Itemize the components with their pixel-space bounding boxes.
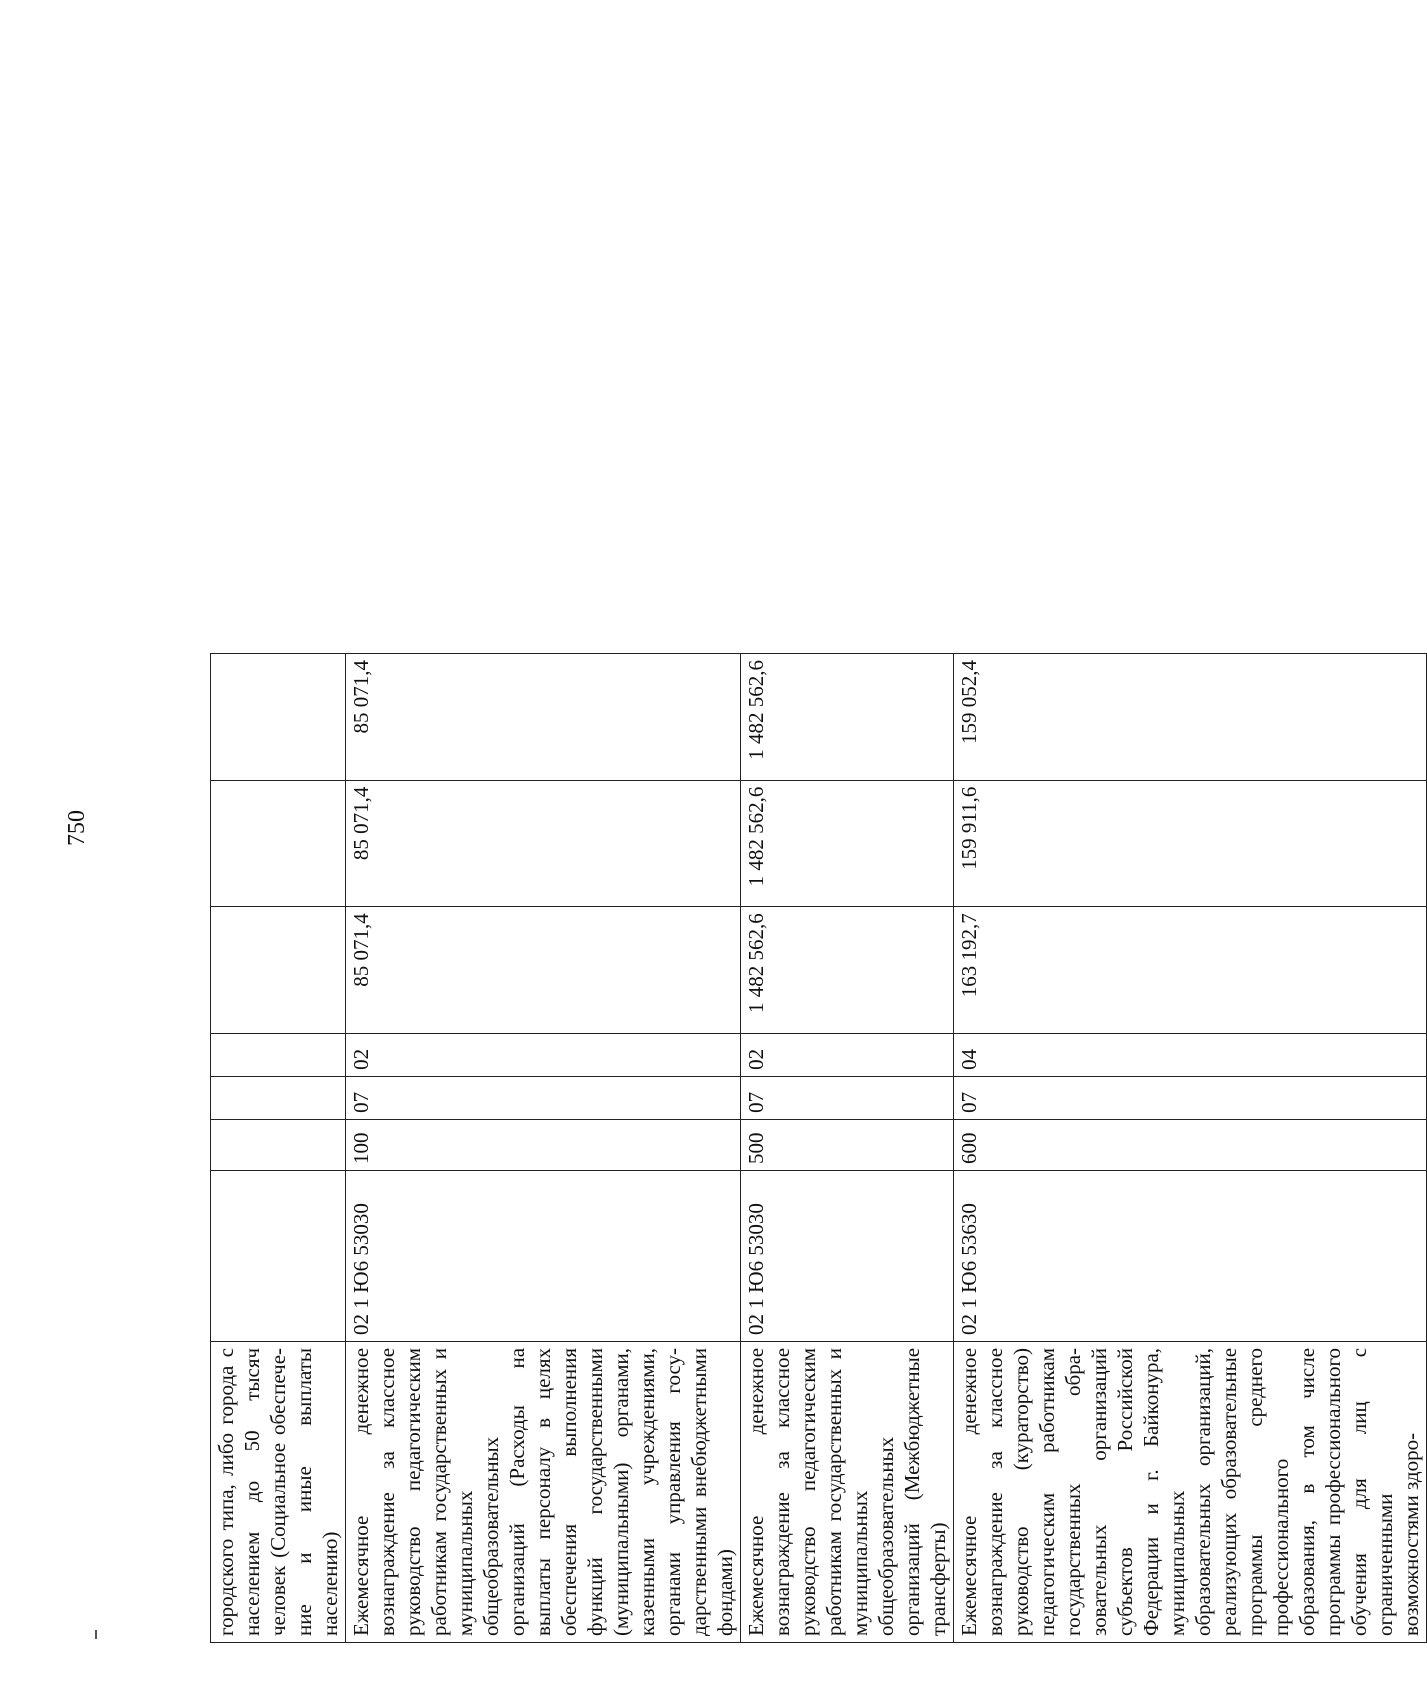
table-row [954, 654, 1427, 1643]
amount-year-1: 1 482 562,6 [741, 907, 954, 1034]
expense-type-code: 500 [741, 1119, 954, 1170]
target-article-code: 02 1 Ю6 53030 [346, 1171, 741, 1342]
amount-year-1: 163 192,7 [954, 907, 1427, 1034]
subsection-code [211, 1033, 346, 1076]
subsection-code: 02 [346, 1033, 741, 1076]
amount-year-2: 1 482 562,6 [741, 780, 954, 907]
section-code: 07 [346, 1076, 741, 1119]
page-number: 750 [64, 810, 90, 846]
target-article-code: 02 1 Ю6 53630 [954, 1171, 1427, 1342]
expense-type-code [211, 1119, 346, 1170]
expense-type-code: 100 [346, 1119, 741, 1170]
amount-year-1 [211, 907, 346, 1034]
amount-year-3 [211, 654, 346, 781]
section-code: 07 [954, 1076, 1427, 1119]
expense-name: Ежемесячное денежное вознаграждение за классное руководство педагогическим работникам государственных и муниципальных общеобразовательных организаций (Расходы на выплаты персоналу в целях обеспечения выполнения функций государственными (муниципальными) органами, казенными учреждениями, органами управления государственными внебюджетными фондами) [346, 1341, 741, 1642]
amount-year-3: 85 071,4 [346, 654, 741, 781]
expense-name: городского типа, либо города с населением до 50 тысяч человек (Социальное обеспечение и иные выплаты населению) [211, 1341, 346, 1642]
section-code: 07 [741, 1076, 954, 1119]
expense-name: Ежемесячное денежное вознаграждение за классное руководство педагогическим работникам государственных и муниципальных общеобразовательных организаций (Межбюджетные трансферты) [741, 1341, 954, 1642]
amount-year-3: 1 482 562,6 [741, 654, 954, 781]
target-article-code [211, 1171, 346, 1342]
table-row [346, 654, 741, 1643]
expense-type-code: 600 [954, 1119, 1427, 1170]
table-row [211, 654, 346, 1643]
table-row [741, 654, 954, 1643]
amount-year-2 [211, 780, 346, 907]
budget-table-rotated [210, 653, 1427, 1643]
amount-year-1: 85 071,4 [346, 907, 741, 1034]
expense-name: Ежемесячное денежное вознаграждение за классное руководство (кураторство) педагогическим работникам государственных образовательных организаций субъектов Российской Федерации и г. Байконура, муниципальных образовательных организаций, реализующих образовательные программы среднего профессионального образования, в том числе программы профессионального обучения для лиц с ограниченными возможностями здоро- [954, 1341, 1427, 1642]
subsection-code: 04 [954, 1033, 1427, 1076]
scan-speck [95, 1630, 97, 1639]
budget-table [210, 653, 1427, 1643]
amount-year-2: 159 911,6 [954, 780, 1427, 907]
section-code [211, 1076, 346, 1119]
target-article-code: 02 1 Ю6 53030 [741, 1171, 954, 1342]
amount-year-3: 159 052,4 [954, 654, 1427, 781]
subsection-code: 02 [741, 1033, 954, 1076]
amount-year-2: 85 071,4 [346, 780, 741, 907]
